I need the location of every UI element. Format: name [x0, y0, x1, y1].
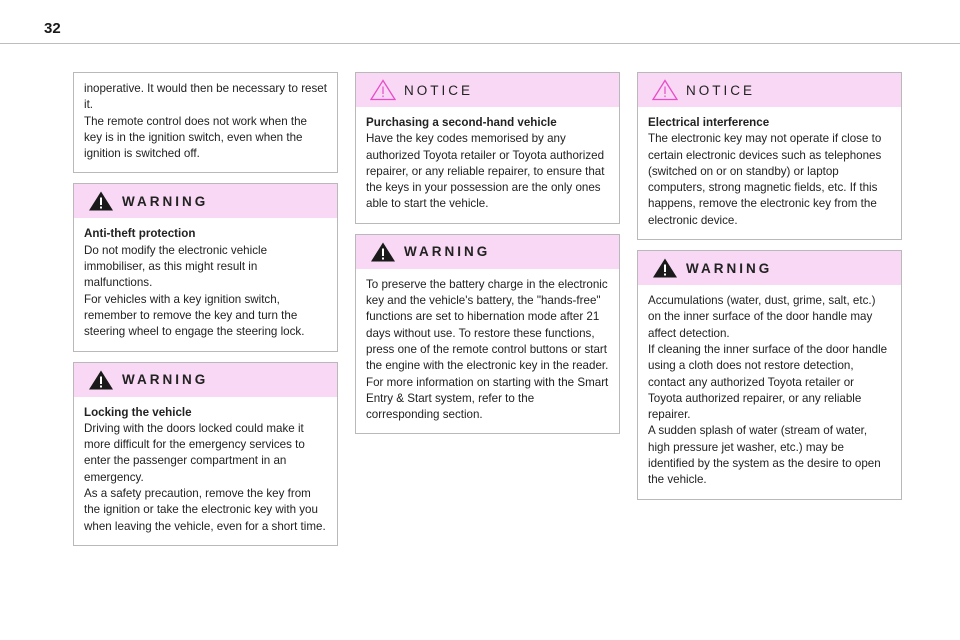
paragraph: The electronic key may not operate if close to certain electronic devices such as telephones (switched on or on standby) or laptop computers, strong magnetic fields, etc. If this happens, remove the electronic key from the electronic device. [648, 132, 882, 227]
box-title: WARNING [686, 260, 773, 276]
header-divider [0, 43, 960, 44]
notice-header [638, 73, 901, 107]
box-subtitle: Purchasing a second-hand vehicle [366, 116, 557, 129]
warning-triangle-icon [88, 190, 114, 212]
box-title: NOTICE [404, 82, 474, 98]
page-number: 32 [44, 20, 61, 37]
box-title: WARNING [122, 193, 209, 209]
paragraph: The remote control does not work when the key is in the ignition switch, even when the ignition is switched off. [84, 114, 307, 161]
paragraph: For vehicles with a key ignition switch, remember to remove the key and turn the steering wheel to engage the steering lock. [84, 292, 305, 339]
warning-box-locking [73, 362, 338, 546]
paragraph: To preserve the battery charge in the electronic key and the vehicle's battery, the "hands-free" functions are set to hibernation mode after 21 days without use. To restore these functions, press one of the remote control buttons or start the engine with the electronic key in the reader. [366, 277, 609, 373]
warning-header [638, 251, 901, 285]
warning-box-door-handle [637, 250, 902, 500]
notice-triangle-icon [652, 79, 678, 101]
notice-triangle-icon [370, 79, 396, 101]
warning-triangle-icon [370, 241, 396, 263]
paragraph: Have the key codes memorised by any authorized Toyota retailer or Toyota authorized repairer, or any reliable repairer, to ensure that the keys in your possession are the only ones able to start the vehicle. [366, 132, 605, 211]
warning-triangle-icon [652, 257, 678, 279]
paragraph: Accumulations (water, dust, grime, salt, etc.) on the inner surface of the door handle may affect detection. [648, 294, 876, 340]
column-1 [73, 72, 338, 556]
box-title: WARNING [122, 372, 209, 388]
box-title: WARNING [404, 244, 491, 260]
paragraph: Do not modify the electronic vehicle immobiliser, as this might result in malfunctions. [84, 243, 268, 290]
notice-box-second-hand [355, 72, 620, 224]
warning-triangle-icon [88, 369, 114, 391]
paragraph: inoperative. It would then be necessary to reset it. [84, 82, 327, 112]
paragraph: A sudden splash of water (stream of water, high pressure jet washer, etc.) may be identified by the system as the desire to open the vehicle. [648, 424, 881, 487]
paragraph: If cleaning the inner surface of the door handle using a cloth does not restore detection, contact any authorized Toyota retailer or Toyota authorized repairer, or any reliable repairer. [648, 342, 888, 422]
notice-box-interference [637, 72, 902, 240]
column-3 [637, 72, 902, 510]
box-subtitle: Electrical interference [648, 116, 770, 129]
warning-header [74, 184, 337, 218]
warning-header [74, 363, 337, 397]
notice-header [356, 73, 619, 107]
paragraph: Driving with the doors locked could make it more difficult for the emergency services to enter the passenger compartment in an emergency. [84, 421, 305, 484]
box-subtitle: Locking the vehicle [84, 405, 192, 419]
warning-box-anti-theft [73, 183, 338, 351]
box-title: NOTICE [686, 82, 756, 98]
warning-header [356, 235, 619, 269]
continuation-box [73, 72, 338, 173]
paragraph: For more information on starting with the Smart Entry & Start system, refer to the corresponding section. [366, 375, 609, 422]
column-2 [355, 72, 620, 444]
warning-box-battery [355, 234, 620, 435]
box-subtitle: Anti-theft protection [84, 227, 196, 241]
paragraph: As a safety precaution, remove the key from the ignition or take the electronic key with you when leaving the vehicle, even for a short time. [84, 487, 326, 533]
